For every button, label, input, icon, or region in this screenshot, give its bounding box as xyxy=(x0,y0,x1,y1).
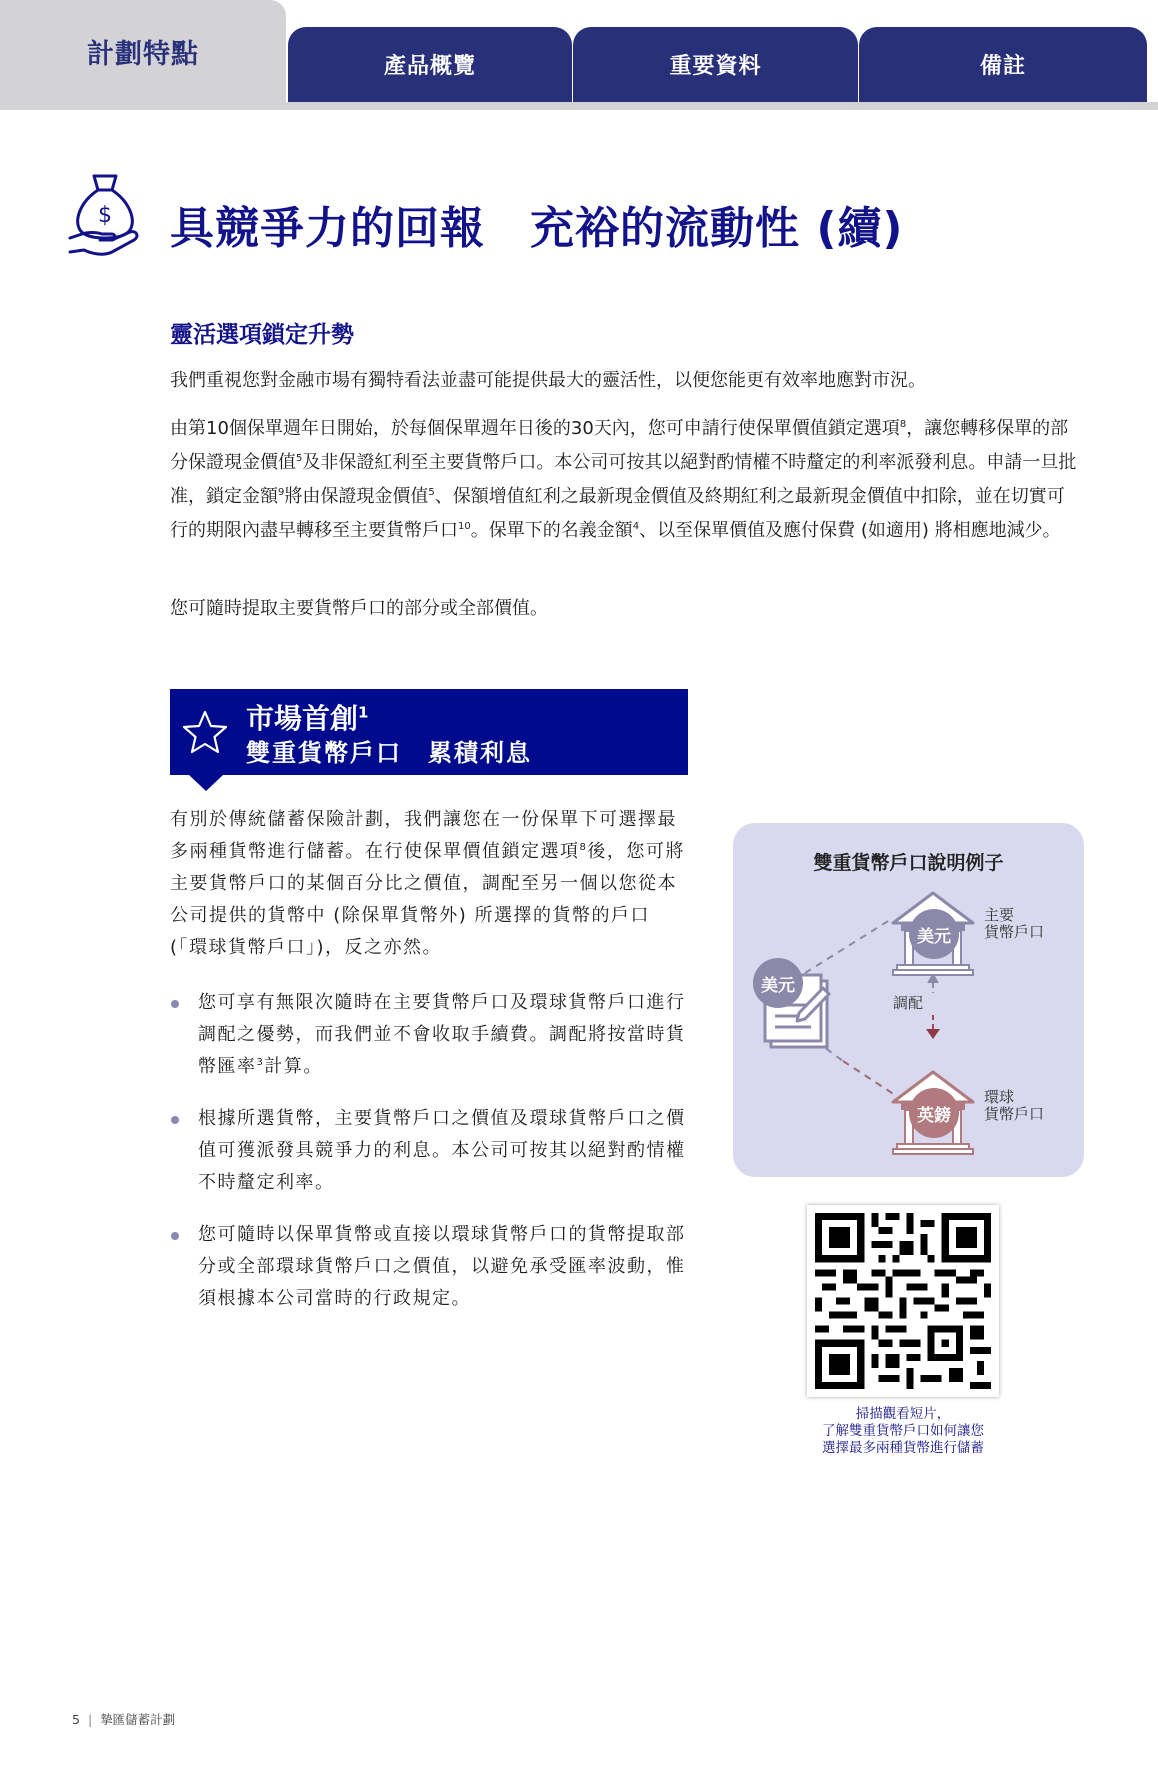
tab-label: 產品概覽 xyxy=(383,54,476,79)
footnote-ref: 8 xyxy=(899,419,907,430)
feature-banner xyxy=(170,689,688,775)
text: 由第10個保單週年日開始，於每個保單週年日後的30天內，您可申請行使保單價值鎖定選項 xyxy=(170,418,900,439)
text: 您可隨時以保單貨幣或直接以環球貨幣戶口的貨幣提取部分或全部環球貨幣戶口之價值，以避免承受匯率波動，惟須根據本公司當時的行政規定。 xyxy=(198,1224,686,1309)
plan-name: 摯匯儲蓄計劃 xyxy=(100,1712,176,1727)
text: 根據所選貨幣，主要貨幣戶口之價值及環球貨幣戶口之價值可獲派發具競爭力的利息。本公司可按其以絕對酌情權不時釐定利率。 xyxy=(198,1108,686,1193)
text: 貨幣戶口 xyxy=(984,1105,1045,1123)
text: 後，您可將主要貨幣戶口的某個百分比之價值，調配至另一個以您從本公司提供的貨幣中 (除保單貨幣外) 所選擇的貨幣的戶口 (「環球貨幣戶口」)，反之亦然。 xyxy=(170,841,685,958)
global-currency-badge: 英鎊 xyxy=(909,1088,959,1138)
footer-separator: | xyxy=(87,1712,93,1727)
qr-code-icon xyxy=(815,1213,991,1389)
footnote-ref: 3 xyxy=(256,1057,265,1068)
tab-label: 計劃特點 xyxy=(87,38,199,70)
text: 貨幣戶口 xyxy=(984,923,1045,941)
text: 選擇最多兩種貨幣進行儲蓄 xyxy=(822,1440,984,1456)
feature-list xyxy=(170,987,688,1335)
bullet-dot xyxy=(171,1232,179,1240)
banner-subtitle: 雙重貨幣戶口 累積利息 xyxy=(246,739,532,767)
text: 掃描觀看短片， xyxy=(855,1406,951,1422)
tab-notes[interactable] xyxy=(859,27,1147,102)
footnote-ref: 5 xyxy=(296,453,303,464)
list-item xyxy=(170,1219,688,1315)
text: 主要 xyxy=(984,906,1015,924)
tab-label: 重要資料 xyxy=(669,54,762,79)
text: 環球 xyxy=(984,1088,1015,1106)
paragraph xyxy=(170,804,688,964)
paragraph: 您可隨時提取主要貨幣戶口的部分或全部價值。 xyxy=(170,598,548,619)
text: 您可享有無限次隨時在主要貨幣戶口及環球貨幣戶口進行調配之優勢，而我們並不會收取手續費。調配將按當時貨幣匯率 xyxy=(198,992,686,1077)
tab-label: 備註 xyxy=(979,54,1026,79)
text: 。保單下的名義金額 xyxy=(470,520,633,541)
banner-title xyxy=(246,697,368,737)
global-account-label xyxy=(984,1089,1044,1123)
text: 有別於傳統儲蓄保險計劃，我們讓您在一份保單下可選擇最多兩種貨幣進行儲蓄。在行使保單價值鎖定選項 xyxy=(170,809,677,862)
footnote-ref: 10 xyxy=(458,521,471,532)
tab-important-info[interactable] xyxy=(573,27,858,102)
text: 、以至保單價值及應付保費 (如適用) 將相應地減少。 xyxy=(639,520,1061,541)
text: 計算。 xyxy=(264,1056,323,1077)
footnote-ref: 8 xyxy=(579,842,588,853)
dual-currency-diagram xyxy=(733,823,1084,1177)
tab-plan-features[interactable] xyxy=(0,0,286,110)
adjust-label: 調配 xyxy=(893,994,924,1012)
banner-pointer xyxy=(189,775,223,791)
text: 了解雙重貨幣戶口如何讓您 xyxy=(822,1423,984,1439)
footnote-ref: 4 xyxy=(632,521,640,532)
page-footer xyxy=(72,1710,175,1728)
svg-text:$: $ xyxy=(98,203,112,228)
top-nav xyxy=(0,0,1158,110)
qr-code[interactable] xyxy=(807,1205,999,1397)
paragraph xyxy=(170,412,1082,548)
policy-currency-badge: 美元 xyxy=(753,958,803,1008)
bullet-dot xyxy=(171,1116,179,1124)
footnote-ref: 5 xyxy=(428,487,435,498)
qr-caption xyxy=(790,1406,1016,1457)
diagram-title: 雙重貨幣戶口說明例子 xyxy=(813,852,1004,874)
text: 將由保證現金價值 xyxy=(284,486,429,507)
footnote-ref: 1 xyxy=(358,703,369,722)
footnote-ref: 9 xyxy=(278,487,285,498)
main-currency-badge: 美元 xyxy=(909,909,959,959)
star-icon xyxy=(182,709,228,755)
money-bag-hand-icon xyxy=(68,172,144,256)
list-item xyxy=(170,1103,688,1199)
main-account-label xyxy=(984,907,1044,941)
page-number: 5 xyxy=(72,1712,80,1727)
list-item xyxy=(170,987,688,1083)
tab-product-overview[interactable] xyxy=(288,27,572,102)
text: 及非保證紅利至主要貨幣戶口。本公司可按其以絕對酌情權不時釐定的利率派發利息。申請一旦批准，鎖定金額 xyxy=(170,452,1077,507)
text: 市場首創 xyxy=(246,702,359,735)
section-heading: 靈活選項鎖定升勢 xyxy=(170,322,354,348)
page-title: 具競爭力的回報 充裕的流動性 (續) xyxy=(170,203,904,254)
paragraph: 我們重視您對金融市場有獨特看法並盡可能提供最大的靈活性，以便您能更有效率地應對市況。 xyxy=(170,370,926,391)
text: 、保額增值紅利之最新現金價值及終期紅利之最新現金價值中扣除，並在切實可行的期限內盡早轉移至主要貨幣戶口 xyxy=(170,486,1065,541)
bullet-dot xyxy=(171,1000,179,1008)
text: ，讓您轉移保單的部分保證現金價值 xyxy=(170,418,1069,473)
